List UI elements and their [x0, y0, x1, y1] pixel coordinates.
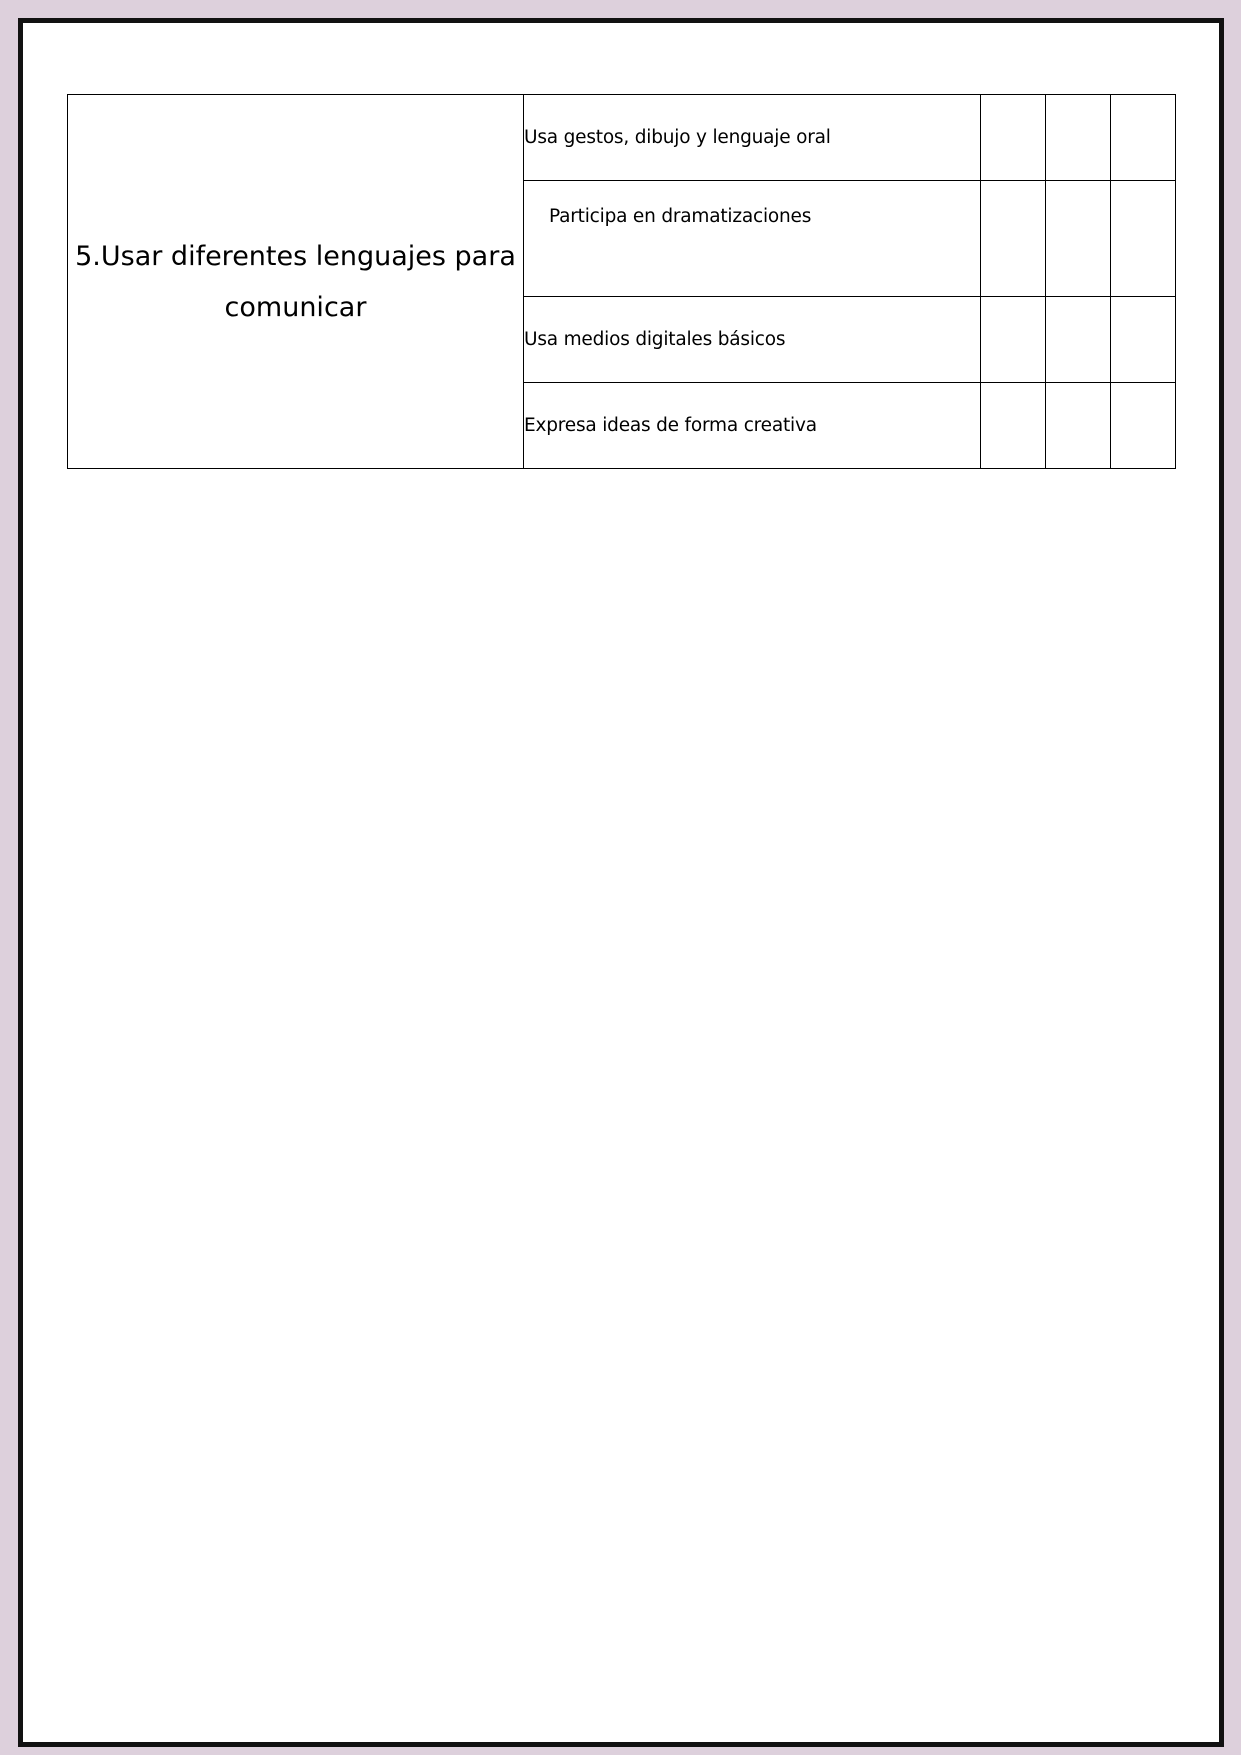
rating-cell[interactable] — [1111, 181, 1176, 297]
rating-cell[interactable] — [1111, 383, 1176, 469]
rating-cell[interactable] — [1046, 95, 1111, 181]
rating-cell[interactable] — [1111, 297, 1176, 383]
indicator-cell: Participa en dramatizaciones — [524, 181, 981, 297]
criterion-cell: 5.Usar diferentes lenguajes para comunicar — [68, 95, 524, 469]
rating-cell[interactable] — [981, 181, 1046, 297]
indicator-cell: Expresa ideas de forma creativa — [524, 383, 981, 469]
rating-cell[interactable] — [981, 297, 1046, 383]
rating-cell[interactable] — [981, 383, 1046, 469]
rating-cell[interactable] — [1046, 383, 1111, 469]
indicator-cell: Usa medios digitales básicos — [524, 297, 981, 383]
indicator-cell: Usa gestos, dibujo y lenguaje oral — [524, 95, 981, 181]
table-row — [68, 95, 1176, 181]
rating-cell[interactable] — [1111, 95, 1176, 181]
rating-cell[interactable] — [981, 95, 1046, 181]
document-page — [18, 18, 1224, 1747]
evaluation-table — [67, 94, 1176, 469]
rating-cell[interactable] — [1046, 297, 1111, 383]
rating-cell[interactable] — [1046, 181, 1111, 297]
